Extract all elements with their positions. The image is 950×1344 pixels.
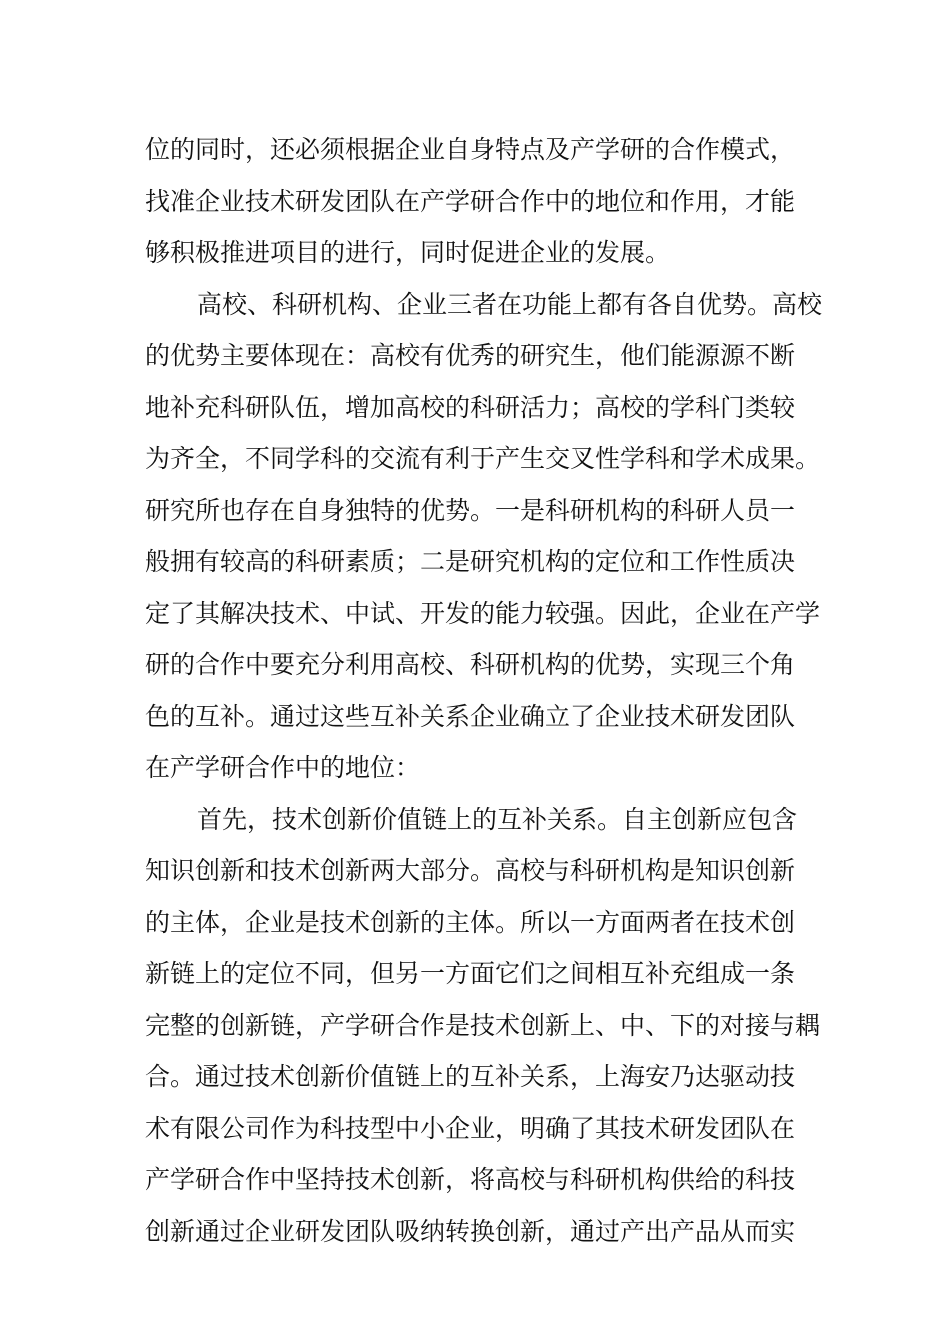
text-line: 为齐全，不同学科的交流有利于产生交叉性学科和学术成果。	[145, 444, 821, 473]
text-line: 研的合作中要充分利用高校、科研机构的优势，实现三个角	[145, 650, 796, 679]
paragraph-start-line: 高校、科研机构、企业三者在功能上都有各自优势。高校	[197, 289, 823, 319]
text-line: 般拥有较高的科研素质；二是研究机构的定位和工作性质决	[145, 547, 796, 576]
text-line: 创新通过企业研发团队吸纳转换创新，通过产出产品从而实	[145, 1216, 796, 1246]
paragraph-start-line: 首先，技术创新价值链上的互补关系。自主创新应包含	[197, 804, 798, 834]
text-line: 完整的创新链，产学研合作是技术创新上、中、下的对接与耦	[145, 1010, 821, 1040]
text-line: 够积极推进项目的进行，同时促进企业的发展。	[145, 238, 671, 267]
text-line: 位的同时，还必须根据企业自身特点及产学研的合作模式，	[145, 135, 796, 164]
text-line: 的主体，企业是技术创新的主体。所以一方面两者在技术创	[145, 907, 796, 937]
text-line: 知识创新和技术创新两大部分。高校与科研机构是知识创新	[145, 856, 796, 885]
text-line: 研究所也存在自身独特的优势。一是科研机构的科研人员一	[145, 495, 796, 525]
body-text	[145, 124, 825, 1257]
text-line: 术有限公司作为科技型中小企业，明确了其技术研发团队在	[145, 1113, 796, 1143]
text-line: 找准企业技术研发团队在产学研合作中的地位和作用，才能	[145, 186, 796, 216]
text-line: 地补充科研队伍，增加高校的科研活力；高校的学科门类较	[145, 392, 796, 422]
text-line: 在产学研合作中的地位：	[145, 753, 421, 782]
text-line: 的优势主要体现在：高校有优秀的研究生，他们能源源不断	[145, 341, 796, 370]
text-line: 色的互补。通过这些互补关系企业确立了企业技术研发团队	[145, 701, 796, 731]
text-line: 产学研合作中坚持技术创新，将高校与科研机构供给的科技	[145, 1165, 796, 1194]
text-line: 合。通过技术创新价值链上的互补关系，上海安乃达驱动技	[145, 1062, 796, 1091]
text-line: 定了其解决技术、中试、开发的能力较强。因此，企业在产学	[145, 598, 821, 628]
text-line: 新链上的定位不同，但另一方面它们之间相互补充组成一条	[145, 959, 796, 988]
